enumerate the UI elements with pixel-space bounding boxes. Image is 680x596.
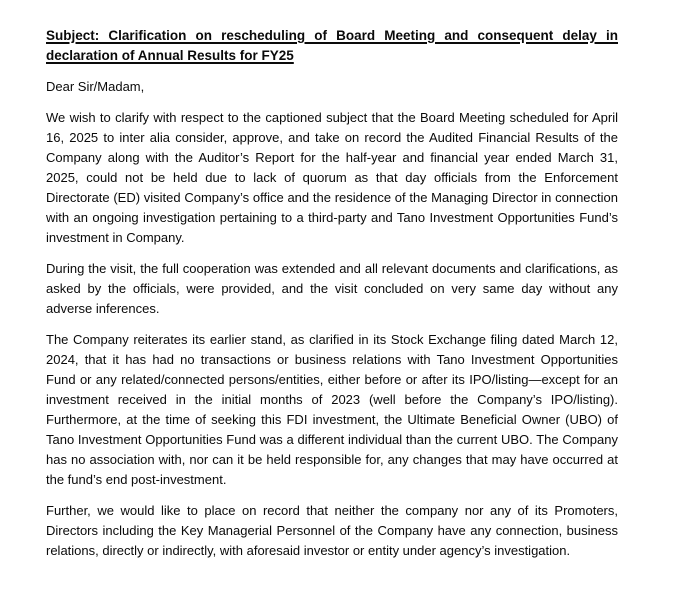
subject-heading-line-2: declaration of Annual Results for FY25	[46, 48, 294, 63]
paragraph-no-connection-statement: Further, we would like to place on record that neither the company nor any of its Promoters, Directors including the Key Managerial Personnel of the Company have any connection, business relations, directly or indirectly, with aforesaid investor or entity under agency’s investigation.	[46, 503, 618, 558]
subject-heading	[46, 26, 618, 66]
subject-heading-line-1: Subject: Clarification on rescheduling of Board Meeting and consequent delay in	[46, 28, 618, 43]
paragraph-company-reiterates-stand: The Company reiterates its earlier stand, as clarified in its Stock Exchange filing dated March 12, 2024, that it has had no transactions or business relations with Tano Investment Opportunities Fund or any related/connected persons/entities, either before or after its IPO/listing—except for an investment received in the initial months of 2023 (well before the Company’s IPO/listing). Furthermore, at the time of seeking this FDI investment, the Ultimate Beneficial Owner (UBO) of Tano Investment Opportunities Fund was a different individual than the current UBO. The Company has no association with, nor can it be held responsible for, any changes that may have occurred at the fund’s end post-investment.	[46, 332, 618, 487]
paragraph-board-meeting-clarification: We wish to clarify with respect to the captioned subject that the Board Meeting scheduled for April 16, 2025 to inter alia consider, approve, and take on record the Audited Financial Results of the Company along with the Auditor’s Report for the half-year and financial year ended March 31, 2025, could not be held due to lack of quorum as that day officials from the Enforcement Directorate (ED) visited Company’s office and the residence of the Managing Director in connection with an ongoing investigation pertaining to a third-party and Tano Investment Opportunities Fund’s investment in Company.	[46, 110, 618, 245]
salutation: Dear Sir/Madam,	[46, 79, 145, 94]
paragraph-visit-cooperation: During the visit, the full cooperation was extended and all relevant documents and clarifications, as asked by the officials, were provided, and the visit concluded on very same day without any adverse inferences.	[46, 261, 618, 316]
